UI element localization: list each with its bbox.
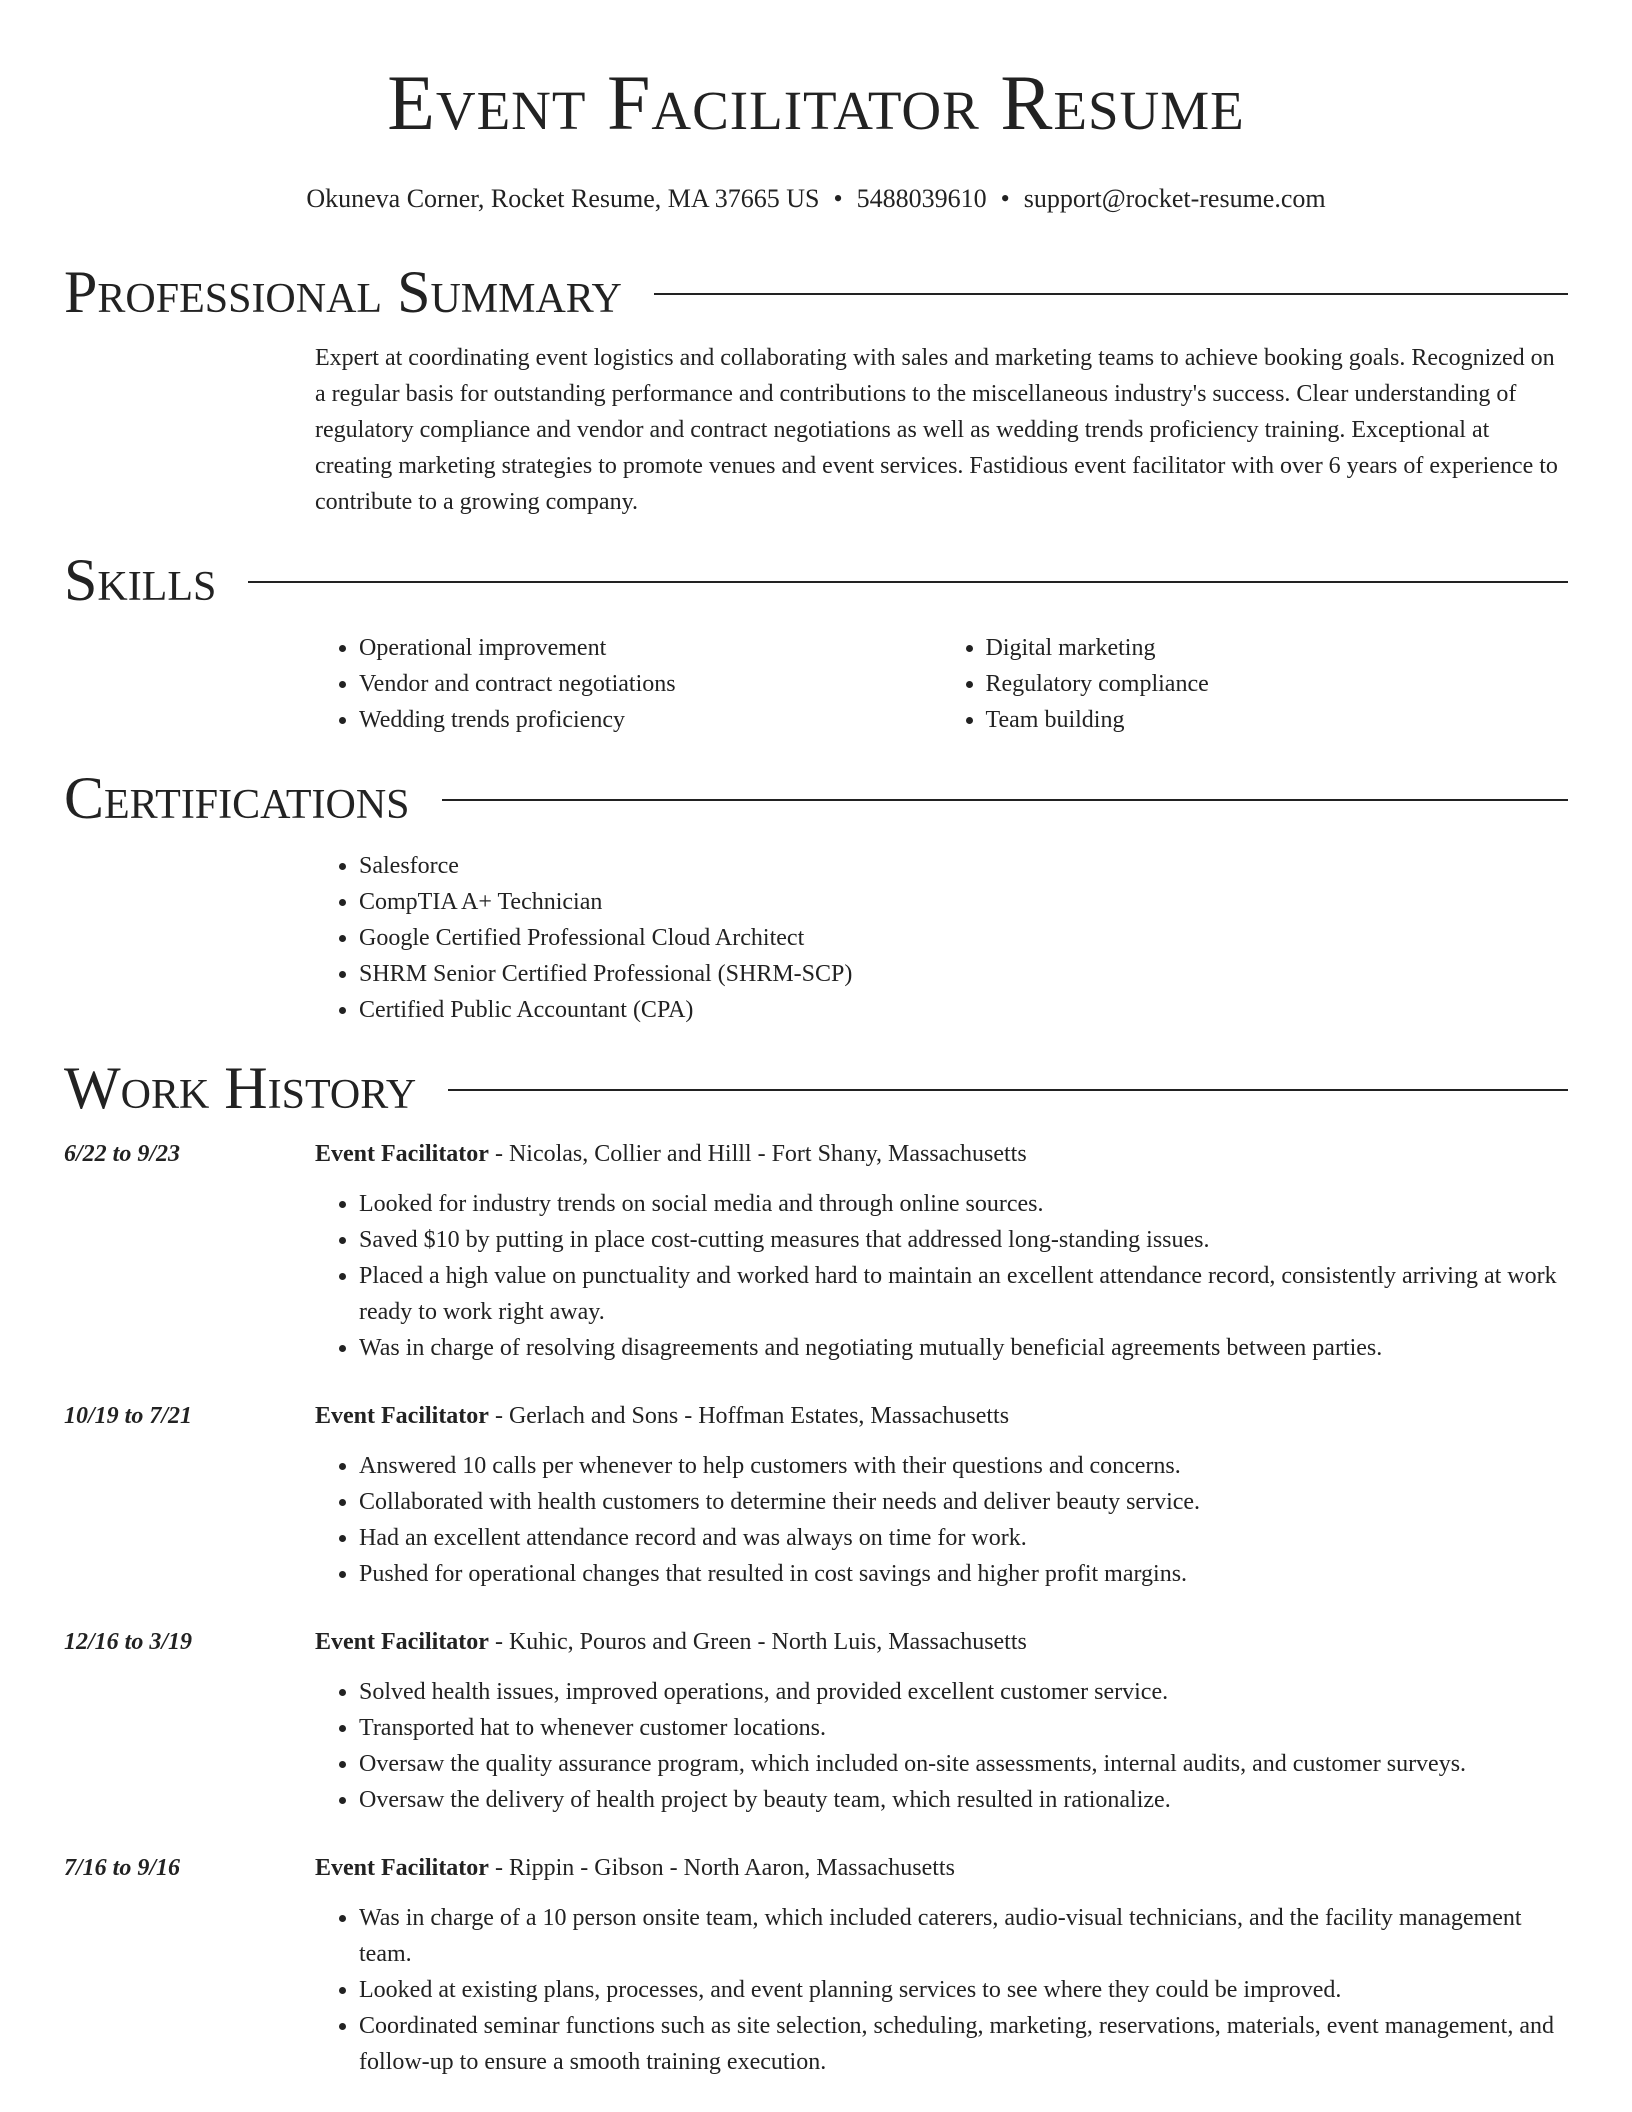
job-entry (64, 1624, 1568, 1818)
certification-item: • CompTIA A+ Technician (359, 884, 1568, 920)
job-bullet: • Oversaw the delivery of health project by beauty team, which resulted in rationalize. (359, 1782, 1568, 1818)
certifications-section (64, 766, 1568, 1028)
certifications-heading: Certifications (64, 765, 410, 831)
job-bullet: • Collaborated with health customers to determine their needs and deliver beauty service. (359, 1484, 1568, 1520)
job-details: - Rippin - Gibson - North Aaron, Massachusetts (488, 1855, 955, 1881)
job-title: Event Facilitator (315, 1403, 489, 1429)
job-entry (64, 1136, 1568, 1366)
job-dates: 12/16 to 3/19 (64, 1629, 193, 1655)
resume-title: Event Facilitator Resume (387, 59, 1245, 146)
summary-heading: Professional Summary (64, 259, 622, 325)
certification-item: • Certified Public Accountant (CPA) (359, 992, 1568, 1028)
section-divider (248, 581, 1568, 583)
certifications-body (315, 848, 1568, 1028)
work-history-section (64, 1056, 1568, 2080)
contact-line (64, 182, 1568, 216)
contact-address: Okuneva Corner, Rocket Resume, MA 37665 US (306, 184, 820, 213)
section-divider (654, 293, 1568, 295)
job-bullets (315, 1186, 1568, 1366)
job-bullets (315, 1448, 1568, 1592)
summary-body (315, 340, 1568, 520)
certifications-list (315, 848, 1568, 1028)
section-divider (448, 1089, 1568, 1091)
job-dates: 6/22 to 9/23 (64, 1141, 181, 1167)
contact-separator: • (833, 184, 843, 213)
skills-header (64, 548, 1568, 612)
summary-header (64, 260, 1568, 324)
work-history-header (64, 1056, 1568, 1120)
job-title: Event Facilitator (315, 1141, 489, 1167)
skill-item: • Wedding trends proficiency (359, 702, 942, 738)
certifications-header (64, 766, 1568, 830)
job-details: - Nicolas, Collier and Hilll - Fort Shany, Massachusetts (488, 1141, 1027, 1167)
section-divider (442, 799, 1568, 801)
job-details: - Gerlach and Sons - Hoffman Estates, Massachusetts (488, 1403, 1010, 1429)
skills-list-left (315, 630, 942, 738)
skill-item: • Team building (986, 702, 1569, 738)
job-heading (315, 1850, 1568, 1886)
job-bullets (315, 1900, 1568, 2080)
job-heading (315, 1136, 1568, 1172)
job-bullet: • Was in charge of resolving disagreements and negotiating mutually beneficial agreements between parties. (359, 1330, 1568, 1366)
work-history-heading: Work History (64, 1055, 417, 1121)
job-bullet: • Oversaw the quality assurance program, which included on-site assessments, internal audits, and customer surveys. (359, 1746, 1568, 1782)
summary-text: Expert at coordinating event logistics and collaborating with sales and marketing teams to achieve booking goals. Recognized on a regular basis for outstanding performance and contributions to the miscellaneous industry's success. Clear understanding of regulatory compliance and vendor and contract negotiations as well as wedding trends proficiency training. Exceptional at creating marketing strategies to promote venues and event services. Fastidious event facilitator with over 6 years of experience to contribute to a growing company. (315, 345, 1558, 515)
job-entry (64, 1850, 1568, 2080)
job-bullet: • Placed a high value on punctuality and worked hard to maintain an excellent attendance record, consistently arriving at work ready to work right away. (359, 1258, 1568, 1330)
job-bullet: • Transported hat to whenever customer locations. (359, 1710, 1568, 1746)
job-bullet: • Was in charge of a 10 person onsite team, which included caterers, audio-visual technicians, and the facility management team. (359, 1900, 1568, 1972)
contact-email: support@rocket-resume.com (1023, 184, 1326, 213)
job-entry (64, 1398, 1568, 1592)
skills-heading: Skills (64, 547, 217, 613)
certification-item: • Google Certified Professional Cloud Architect (359, 920, 1568, 956)
job-bullet: • Looked at existing plans, processes, and event planning services to see where they could be improved. (359, 1972, 1568, 2008)
job-bullet: • Saved $10 by putting in place cost-cutting measures that addressed long-standing issues. (359, 1222, 1568, 1258)
skill-item: • Vendor and contract negotiations (359, 666, 942, 702)
job-dates: 10/19 to 7/21 (64, 1403, 193, 1429)
contact-separator: • (1000, 184, 1010, 213)
job-details: - Kuhic, Pouros and Green - North Luis, Massachusetts (488, 1629, 1027, 1655)
job-heading (315, 1624, 1568, 1660)
skills-list-right (942, 630, 1569, 738)
job-bullet: • Had an excellent attendance record and was always on time for work. (359, 1520, 1568, 1556)
skill-item: • Digital marketing (986, 630, 1569, 666)
job-bullet: • Solved health issues, improved operations, and provided excellent customer service. (359, 1674, 1568, 1710)
skills-section (64, 548, 1568, 738)
summary-section (64, 260, 1568, 520)
resume-page (64, 0, 1568, 2080)
certification-item: • SHRM Senior Certified Professional (SHRM-SCP) (359, 956, 1568, 992)
skill-item: • Regulatory compliance (986, 666, 1569, 702)
job-title: Event Facilitator (315, 1855, 489, 1881)
job-heading (315, 1398, 1568, 1434)
job-bullet: • Coordinated seminar functions such as site selection, scheduling, marketing, reservations, materials, event management, and follow-up to ensure a smooth training execution. (359, 2008, 1568, 2080)
job-bullets (315, 1674, 1568, 1818)
skills-body (315, 630, 1568, 738)
job-bullet: • Pushed for operational changes that resulted in cost savings and higher profit margins. (359, 1556, 1568, 1592)
job-dates: 7/16 to 9/16 (64, 1855, 181, 1881)
job-title: Event Facilitator (315, 1629, 489, 1655)
contact-phone: 5488039610 (856, 184, 987, 213)
job-bullet: • Looked for industry trends on social media and through online sources. (359, 1186, 1568, 1222)
job-bullet: • Answered 10 calls per whenever to help customers with their questions and concerns. (359, 1448, 1568, 1484)
skill-item: • Operational improvement (359, 630, 942, 666)
certification-item: • Salesforce (359, 848, 1568, 884)
